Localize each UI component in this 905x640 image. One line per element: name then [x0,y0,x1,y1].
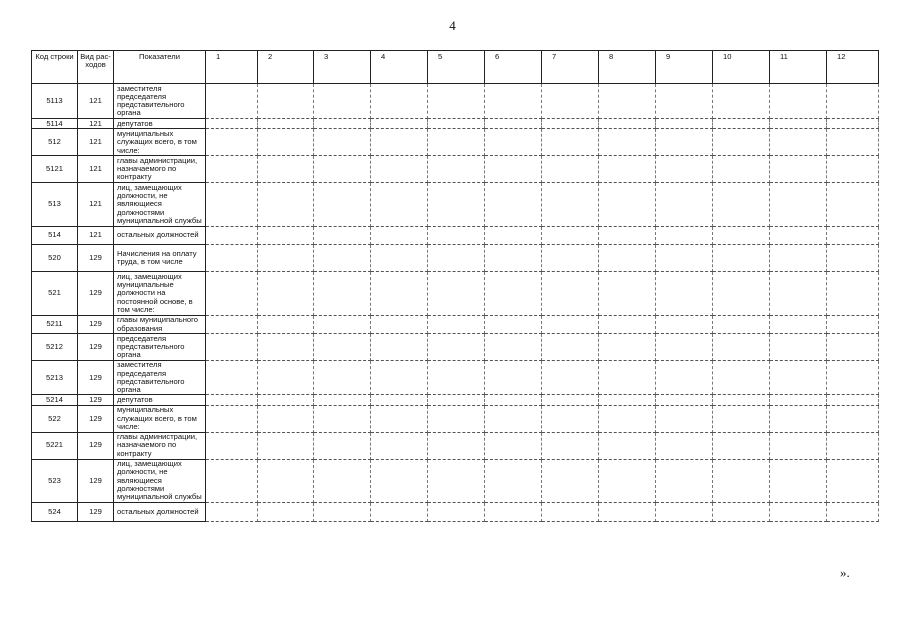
value-cell-col-8[interactable] [599,503,656,522]
row-kind-cell: 121 [78,183,114,227]
header-col-3: 3 [314,51,371,84]
value-cell-col-7[interactable] [542,245,599,272]
value-cell-col-4[interactable] [371,245,428,272]
table-row [32,245,879,272]
value-cell-col-8[interactable] [599,156,656,183]
row-indicator-cell: лиц, замещающих должности, не являющиеся должностями муниципальной службы [114,183,206,227]
value-cell-col-5[interactable] [428,119,485,129]
header-col-11: 11 [770,51,827,84]
header-col-4: 4 [371,51,428,84]
value-cell-col-2[interactable] [258,156,314,183]
table-row [32,361,879,395]
value-cell-col-2[interactable] [258,129,314,156]
value-cell-col-7[interactable] [542,156,599,183]
value-cell-col-10[interactable] [713,503,770,522]
value-cell-col-4[interactable] [371,361,428,395]
value-cell-col-9[interactable] [656,84,713,119]
row-code-cell: 5212 [32,334,78,361]
value-cell-col-11[interactable] [770,129,827,156]
value-cell-col-7[interactable] [542,315,599,334]
value-cell-col-1[interactable] [206,405,258,432]
value-cell-col-5[interactable] [428,129,485,156]
value-cell-col-1[interactable] [206,315,258,334]
value-cell-col-6[interactable] [485,395,542,405]
row-indicator-cell: главы администрации, назначаемого по контракту [114,156,206,183]
value-cell-col-4[interactable] [371,459,428,503]
row-kind-cell: 129 [78,395,114,405]
value-cell-col-11[interactable] [770,272,827,316]
value-cell-col-8[interactable] [599,395,656,405]
value-cell-col-1[interactable] [206,459,258,503]
row-indicator-cell: депутатов [114,119,206,129]
value-cell-col-10[interactable] [713,129,770,156]
row-kind-cell: 129 [78,315,114,334]
row-indicator-cell: депутатов [114,395,206,405]
value-cell-col-11[interactable] [770,156,827,183]
value-cell-col-3[interactable] [314,459,371,503]
row-kind-cell: 129 [78,405,114,432]
value-cell-col-5[interactable] [428,361,485,395]
value-cell-col-10[interactable] [713,459,770,503]
value-cell-col-12[interactable] [827,183,879,227]
value-cell-col-2[interactable] [258,361,314,395]
row-kind-cell: 121 [78,84,114,119]
value-cell-col-11[interactable] [770,503,827,522]
value-cell-col-1[interactable] [206,129,258,156]
value-cell-col-6[interactable] [485,183,542,227]
value-cell-col-6[interactable] [485,459,542,503]
value-cell-col-6[interactable] [485,503,542,522]
value-cell-col-5[interactable] [428,459,485,503]
row-code-cell: 524 [32,503,78,522]
table-row [32,272,879,316]
row-indicator-cell: Начисления на оплату труда, в том числе [114,245,206,272]
value-cell-col-3[interactable] [314,226,371,245]
table-row [32,503,879,522]
table-row [32,459,879,503]
value-cell-col-5[interactable] [428,395,485,405]
value-cell-col-10[interactable] [713,226,770,245]
header-indicator: Показатели [114,51,206,84]
table-row [32,129,879,156]
row-kind-cell: 129 [78,334,114,361]
row-code-cell: 523 [32,459,78,503]
row-kind-cell: 129 [78,361,114,395]
value-cell-col-4[interactable] [371,405,428,432]
header-col-7: 7 [542,51,599,84]
value-cell-col-7[interactable] [542,84,599,119]
value-cell-col-8[interactable] [599,129,656,156]
value-cell-col-6[interactable] [485,361,542,395]
value-cell-col-2[interactable] [258,84,314,119]
value-cell-col-2[interactable] [258,245,314,272]
value-cell-col-8[interactable] [599,361,656,395]
value-cell-col-12[interactable] [827,245,879,272]
value-cell-col-3[interactable] [314,315,371,334]
value-cell-col-6[interactable] [485,432,542,459]
value-cell-col-8[interactable] [599,432,656,459]
value-cell-col-7[interactable] [542,119,599,129]
value-cell-col-10[interactable] [713,432,770,459]
value-cell-col-1[interactable] [206,183,258,227]
value-cell-col-9[interactable] [656,459,713,503]
value-cell-col-10[interactable] [713,405,770,432]
value-cell-col-2[interactable] [258,334,314,361]
table-row [32,405,879,432]
value-cell-col-8[interactable] [599,315,656,334]
value-cell-col-2[interactable] [258,272,314,316]
row-indicator-cell: председателя представительного органа [114,334,206,361]
table-row [32,395,879,405]
header-code: Код строки [32,51,78,84]
value-cell-col-4[interactable] [371,129,428,156]
row-kind-cell: 129 [78,503,114,522]
report-table [31,50,879,522]
row-code-cell: 5221 [32,432,78,459]
value-cell-col-1[interactable] [206,156,258,183]
row-code-cell: 5211 [32,315,78,334]
value-cell-col-12[interactable] [827,361,879,395]
value-cell-col-8[interactable] [599,459,656,503]
value-cell-col-5[interactable] [428,432,485,459]
value-cell-col-11[interactable] [770,334,827,361]
value-cell-col-3[interactable] [314,245,371,272]
row-indicator-cell: лиц, замещающих должности, не являющиеся должностями муниципальной службы [114,459,206,503]
value-cell-col-9[interactable] [656,334,713,361]
value-cell-col-3[interactable] [314,395,371,405]
value-cell-col-6[interactable] [485,245,542,272]
value-cell-col-5[interactable] [428,84,485,119]
row-code-cell: 5214 [32,395,78,405]
value-cell-col-10[interactable] [713,334,770,361]
value-cell-col-12[interactable] [827,405,879,432]
value-cell-col-3[interactable] [314,405,371,432]
header-col-5: 5 [428,51,485,84]
value-cell-col-4[interactable] [371,183,428,227]
header-col-9: 9 [656,51,713,84]
value-cell-col-7[interactable] [542,459,599,503]
value-cell-col-9[interactable] [656,183,713,227]
value-cell-col-7[interactable] [542,405,599,432]
value-cell-col-6[interactable] [485,272,542,316]
value-cell-col-9[interactable] [656,245,713,272]
value-cell-col-4[interactable] [371,503,428,522]
value-cell-col-5[interactable] [428,183,485,227]
value-cell-col-7[interactable] [542,334,599,361]
value-cell-col-1[interactable] [206,334,258,361]
value-cell-col-11[interactable] [770,183,827,227]
value-cell-col-10[interactable] [713,119,770,129]
value-cell-col-12[interactable] [827,272,879,316]
value-cell-col-12[interactable] [827,315,879,334]
value-cell-col-9[interactable] [656,119,713,129]
report-table-container [31,50,861,522]
row-code-cell: 5114 [32,119,78,129]
value-cell-col-12[interactable] [827,395,879,405]
value-cell-col-9[interactable] [656,315,713,334]
value-cell-col-4[interactable] [371,334,428,361]
value-cell-col-8[interactable] [599,272,656,316]
value-cell-col-5[interactable] [428,226,485,245]
value-cell-col-3[interactable] [314,156,371,183]
row-kind-cell: 121 [78,119,114,129]
table-row [32,156,879,183]
row-code-cell: 5113 [32,84,78,119]
value-cell-col-4[interactable] [371,84,428,119]
value-cell-col-12[interactable] [827,156,879,183]
value-cell-col-6[interactable] [485,334,542,361]
value-cell-col-3[interactable] [314,84,371,119]
value-cell-col-10[interactable] [713,156,770,183]
row-code-cell: 513 [32,183,78,227]
value-cell-col-11[interactable] [770,84,827,119]
value-cell-col-6[interactable] [485,119,542,129]
closing-quote: ». [840,565,850,580]
value-cell-col-9[interactable] [656,226,713,245]
table-row [32,226,879,245]
value-cell-col-7[interactable] [542,503,599,522]
value-cell-col-11[interactable] [770,459,827,503]
value-cell-col-12[interactable] [827,226,879,245]
value-cell-col-3[interactable] [314,129,371,156]
page-number: 4 [449,18,456,33]
value-cell-col-10[interactable] [713,245,770,272]
value-cell-col-12[interactable] [827,129,879,156]
value-cell-col-1[interactable] [206,395,258,405]
row-indicator-cell: муниципальных служащих всего, в том числе: [114,405,206,432]
value-cell-col-1[interactable] [206,503,258,522]
value-cell-col-9[interactable] [656,129,713,156]
value-cell-col-2[interactable] [258,432,314,459]
row-code-cell: 5121 [32,156,78,183]
value-cell-col-3[interactable] [314,361,371,395]
value-cell-col-4[interactable] [371,272,428,316]
row-kind-cell: 121 [78,226,114,245]
table-row [32,432,879,459]
value-cell-col-3[interactable] [314,334,371,361]
value-cell-col-10[interactable] [713,183,770,227]
value-cell-col-11[interactable] [770,395,827,405]
row-indicator-cell: заместителя председателя представительного органа [114,361,206,395]
value-cell-col-1[interactable] [206,84,258,119]
value-cell-col-8[interactable] [599,226,656,245]
row-indicator-cell: остальных должностей [114,503,206,522]
value-cell-col-9[interactable] [656,395,713,405]
value-cell-col-1[interactable] [206,245,258,272]
value-cell-col-8[interactable] [599,405,656,432]
value-cell-col-6[interactable] [485,84,542,119]
header-kind: Вид рас-ходов [78,51,114,84]
value-cell-col-7[interactable] [542,272,599,316]
value-cell-col-11[interactable] [770,245,827,272]
row-code-cell: 520 [32,245,78,272]
value-cell-col-2[interactable] [258,459,314,503]
table-header-row [32,51,879,84]
value-cell-col-11[interactable] [770,226,827,245]
value-cell-col-7[interactable] [542,183,599,227]
value-cell-col-4[interactable] [371,315,428,334]
value-cell-col-11[interactable] [770,361,827,395]
value-cell-col-5[interactable] [428,245,485,272]
value-cell-col-2[interactable] [258,119,314,129]
value-cell-col-2[interactable] [258,405,314,432]
value-cell-col-5[interactable] [428,315,485,334]
value-cell-col-3[interactable] [314,272,371,316]
table-row [32,84,879,119]
value-cell-col-1[interactable] [206,119,258,129]
value-cell-col-1[interactable] [206,432,258,459]
value-cell-col-9[interactable] [656,432,713,459]
table-row [32,334,879,361]
table-body [32,84,879,522]
value-cell-col-4[interactable] [371,226,428,245]
value-cell-col-9[interactable] [656,272,713,316]
header-col-6: 6 [485,51,542,84]
table-row [32,119,879,129]
value-cell-col-3[interactable] [314,432,371,459]
header-col-12: 12 [827,51,879,84]
value-cell-col-4[interactable] [371,432,428,459]
value-cell-col-11[interactable] [770,432,827,459]
value-cell-col-8[interactable] [599,183,656,227]
value-cell-col-11[interactable] [770,405,827,432]
value-cell-col-1[interactable] [206,272,258,316]
row-indicator-cell: главы администрации, назначаемого по контракту [114,432,206,459]
value-cell-col-4[interactable] [371,119,428,129]
value-cell-col-3[interactable] [314,503,371,522]
header-col-10: 10 [713,51,770,84]
row-kind-cell: 129 [78,272,114,316]
value-cell-col-5[interactable] [428,156,485,183]
table-row [32,183,879,227]
value-cell-col-2[interactable] [258,226,314,245]
value-cell-col-8[interactable] [599,334,656,361]
value-cell-col-12[interactable] [827,334,879,361]
value-cell-col-7[interactable] [542,226,599,245]
value-cell-col-5[interactable] [428,503,485,522]
row-kind-cell: 129 [78,245,114,272]
value-cell-col-2[interactable] [258,315,314,334]
row-indicator-cell: муниципальных служащих всего, в том числе: [114,129,206,156]
row-code-cell: 514 [32,226,78,245]
value-cell-col-12[interactable] [827,432,879,459]
value-cell-col-10[interactable] [713,315,770,334]
value-cell-col-6[interactable] [485,315,542,334]
value-cell-col-12[interactable] [827,503,879,522]
value-cell-col-5[interactable] [428,272,485,316]
value-cell-col-10[interactable] [713,84,770,119]
header-col-2: 2 [258,51,314,84]
value-cell-col-2[interactable] [258,395,314,405]
row-indicator-cell: главы муниципального образования [114,315,206,334]
value-cell-col-8[interactable] [599,245,656,272]
value-cell-col-9[interactable] [656,361,713,395]
value-cell-col-11[interactable] [770,119,827,129]
row-kind-cell: 121 [78,129,114,156]
value-cell-col-6[interactable] [485,156,542,183]
value-cell-col-6[interactable] [485,129,542,156]
value-cell-col-10[interactable] [713,272,770,316]
value-cell-col-9[interactable] [656,503,713,522]
value-cell-col-12[interactable] [827,119,879,129]
value-cell-col-8[interactable] [599,119,656,129]
row-kind-cell: 129 [78,432,114,459]
value-cell-col-7[interactable] [542,361,599,395]
value-cell-col-6[interactable] [485,405,542,432]
value-cell-col-10[interactable] [713,395,770,405]
row-code-cell: 512 [32,129,78,156]
header-col-8: 8 [599,51,656,84]
value-cell-col-5[interactable] [428,405,485,432]
value-cell-col-7[interactable] [542,432,599,459]
value-cell-col-12[interactable] [827,459,879,503]
table-row [32,315,879,334]
value-cell-col-4[interactable] [371,395,428,405]
row-code-cell: 522 [32,405,78,432]
row-kind-cell: 129 [78,459,114,503]
value-cell-col-1[interactable] [206,361,258,395]
value-cell-col-9[interactable] [656,405,713,432]
row-kind-cell: 121 [78,156,114,183]
value-cell-col-1[interactable] [206,226,258,245]
value-cell-col-12[interactable] [827,84,879,119]
value-cell-col-4[interactable] [371,156,428,183]
value-cell-col-2[interactable] [258,503,314,522]
value-cell-col-7[interactable] [542,395,599,405]
value-cell-col-10[interactable] [713,361,770,395]
value-cell-col-7[interactable] [542,129,599,156]
value-cell-col-11[interactable] [770,315,827,334]
value-cell-col-3[interactable] [314,119,371,129]
row-code-cell: 521 [32,272,78,316]
header-col-1: 1 [206,51,258,84]
value-cell-col-6[interactable] [485,226,542,245]
value-cell-col-3[interactable] [314,183,371,227]
value-cell-col-9[interactable] [656,156,713,183]
row-indicator-cell: лиц, замещающих муниципальные должности на постоянной основе, в том числе: [114,272,206,316]
row-indicator-cell: остальных должностей [114,226,206,245]
value-cell-col-5[interactable] [428,334,485,361]
value-cell-col-2[interactable] [258,183,314,227]
value-cell-col-8[interactable] [599,84,656,119]
row-code-cell: 5213 [32,361,78,395]
row-indicator-cell: заместителя председателя представительного органа [114,84,206,119]
